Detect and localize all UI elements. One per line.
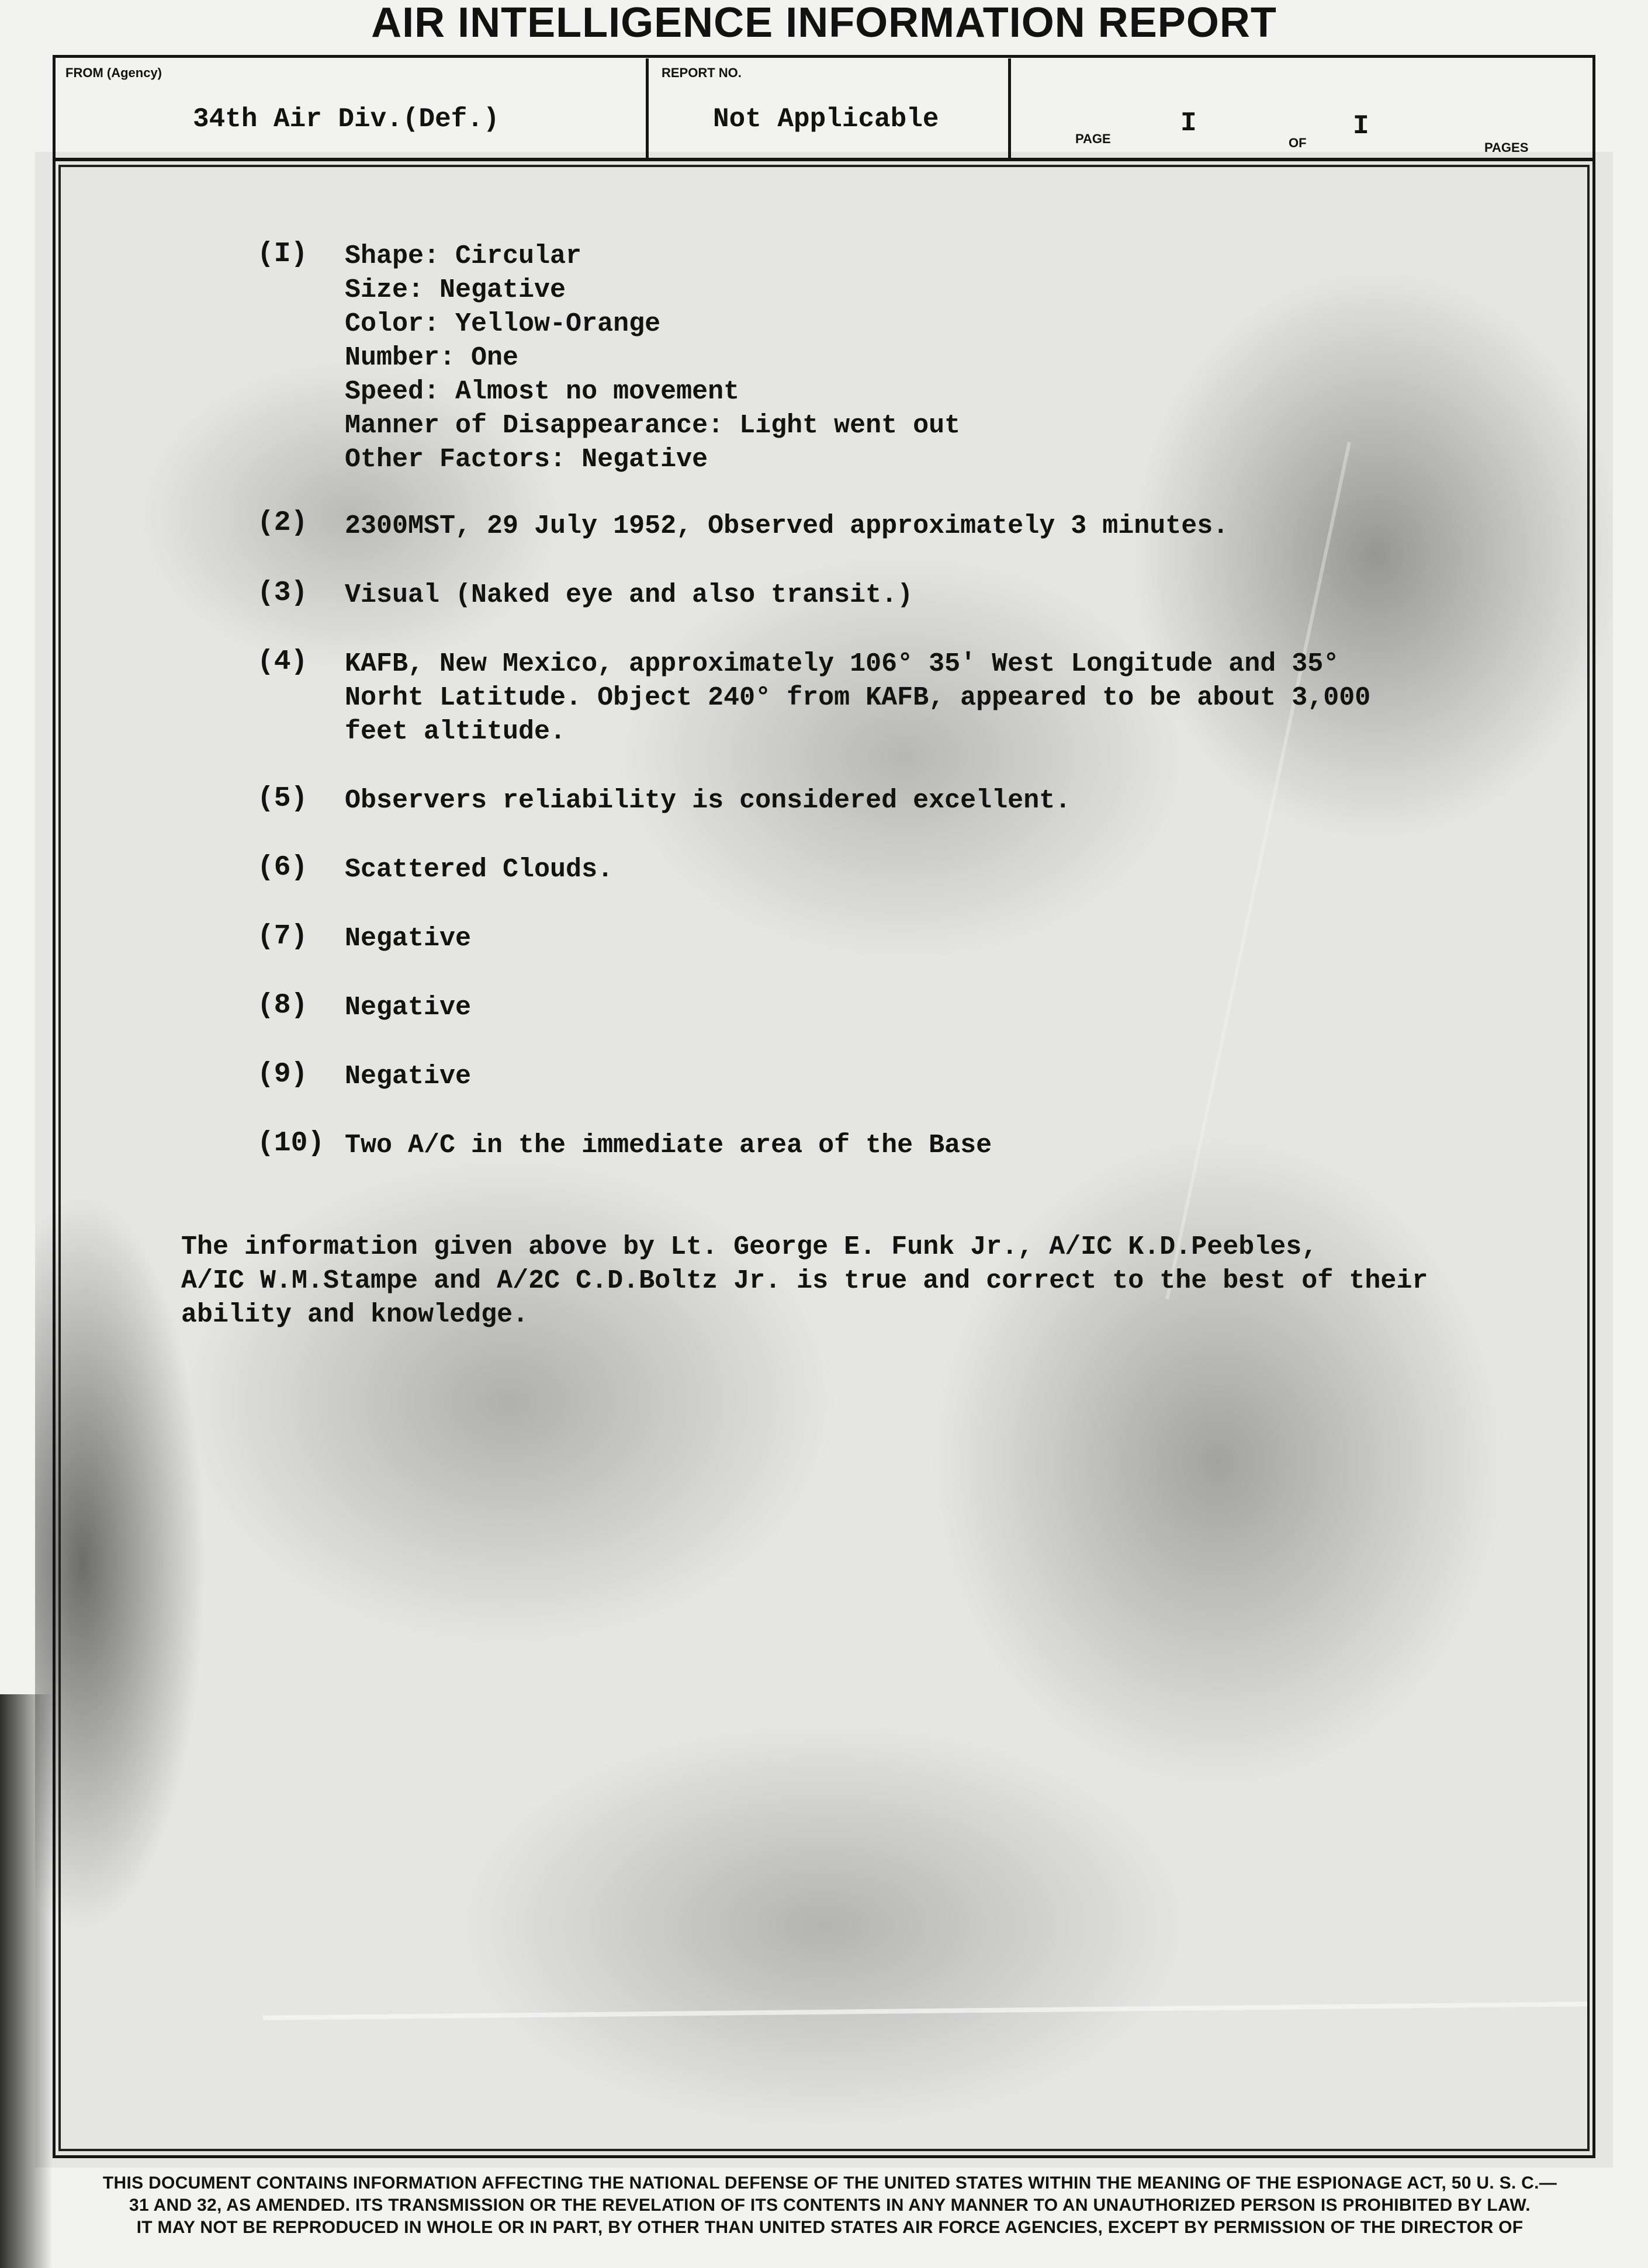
header-divider-2 bbox=[1008, 58, 1011, 158]
certification-statement-line: The information given above by Lt. George E. Funk Jr., A/IC K.D.Peebles, bbox=[181, 1232, 1318, 1262]
item-line: KAFB, New Mexico, approximately 106° 35' West Longitude and 35° bbox=[345, 649, 1339, 679]
security-notice-line: 31 AND 32, AS AMENDED. ITS TRANSMISSION OR THE REVELATION OF ITS CONTENTS IN ANY MANNER TO AN UNAUTHORIZED PERSON IS PROHIBITED BY LAW. bbox=[129, 2196, 1531, 2215]
item-number: (8) bbox=[257, 990, 308, 1021]
scan-edge-shadow bbox=[0, 1694, 53, 2268]
item-line: Manner of Disappearance: Light went out bbox=[345, 411, 961, 441]
of-value: I bbox=[1353, 111, 1369, 141]
report-no-label: REPORT NO. bbox=[662, 65, 742, 80]
item-text: Negative bbox=[345, 993, 472, 1022]
item-line: Size: Negative bbox=[345, 275, 566, 305]
from-value: 34th Air Div.(Def.) bbox=[193, 104, 500, 134]
certification-statement-line: A/IC W.M.Stampe and A/2C C.D.Boltz Jr. is true and correct to the best of their bbox=[181, 1266, 1428, 1296]
page-label: PAGE bbox=[1075, 131, 1111, 146]
page-value: I bbox=[1180, 108, 1197, 138]
item-number: (9) bbox=[257, 1059, 308, 1090]
item-line: Norht Latitude. Object 240° from KAFB, appeared to be about 3,000 bbox=[345, 683, 1371, 713]
from-label: FROM (Agency) bbox=[65, 65, 162, 80]
item-text: 2300MST, 29 July 1952, Observed approximately 3 minutes. bbox=[345, 511, 1229, 541]
item-number: (5) bbox=[257, 783, 308, 814]
item-text: Negative bbox=[345, 1062, 472, 1091]
item-line: Speed: Almost no movement bbox=[345, 377, 740, 407]
item-text: Two A/C in the immediate area of the Base bbox=[345, 1130, 992, 1160]
item-line: Shape: Circular bbox=[345, 241, 582, 271]
item-number: (4) bbox=[257, 646, 308, 678]
certification-statement-line: ability and knowledge. bbox=[181, 1300, 529, 1330]
item-number: (I) bbox=[257, 238, 308, 270]
item-line: Other Factors: Negative bbox=[345, 445, 708, 474]
report-no-value: Not Applicable bbox=[713, 104, 939, 134]
item-line: feet altitude. bbox=[345, 717, 566, 747]
report-title: AIR INTELLIGENCE INFORMATION REPORT bbox=[371, 0, 1277, 46]
item-text: Observers reliability is considered excellent. bbox=[345, 786, 1071, 816]
item-number: (10) bbox=[257, 1128, 325, 1159]
item-number: (7) bbox=[257, 921, 308, 952]
header-divider-1 bbox=[646, 58, 649, 158]
of-label: OF bbox=[1289, 136, 1307, 150]
item-number: (2) bbox=[257, 507, 308, 539]
item-line: Number: One bbox=[345, 343, 519, 373]
item-number: (3) bbox=[257, 577, 308, 609]
item-line: Color: Yellow-Orange bbox=[345, 309, 661, 339]
pages-label: PAGES bbox=[1484, 140, 1529, 155]
header-divider bbox=[56, 158, 1592, 161]
security-notice-line: IT MAY NOT BE REPRODUCED IN WHOLE OR IN PART, BY OTHER THAN UNITED STATES AIR FORCE AGENCIES, EXCEPT BY PERMISSION OF THE DIRECTOR OF bbox=[136, 2218, 1524, 2237]
security-notice bbox=[47, 2172, 1613, 2239]
item-text: Scattered Clouds. bbox=[345, 855, 614, 885]
security-notice-line: THIS DOCUMENT CONTAINS INFORMATION AFFECTING THE NATIONAL DEFENSE OF THE UNITED STATES WITHIN THE MEANING OF THE ESPIONAGE ACT, 50 U. S. C.— bbox=[102, 2173, 1557, 2193]
item-text: Negative bbox=[345, 924, 472, 953]
item-number: (6) bbox=[257, 852, 308, 883]
item-text: Visual (Naked eye and also transit.) bbox=[345, 580, 913, 610]
